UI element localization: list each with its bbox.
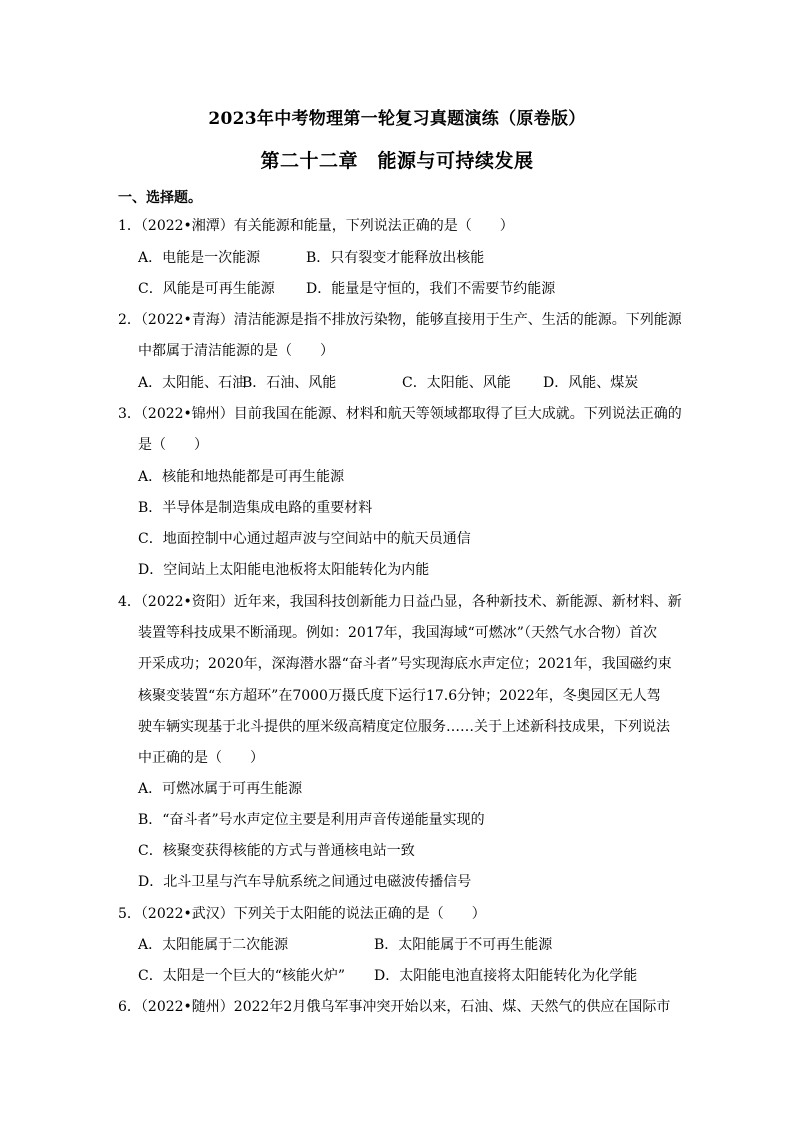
question-4-stem-cont-3: 核聚变装置“东方超环”在7000万摄氏度下运行17.6分钟；2022年，冬奥园区无人驾 (138, 688, 661, 704)
question-4-option-d: D．北斗卫星与汽车导航系统之间通过电磁波传播信号 (138, 874, 472, 890)
question-1-stem: 1．（2022•湘潭）有关能源和能量，下列说法正确的是（ ） (118, 218, 514, 234)
question-4-stem-cont-4: 驶车辆实现基于北斗提供的厘米级高精度定位服务……关于上述新科技成果，下列说法 (138, 719, 670, 735)
question-5-option-b: B．太阳能属于不可再生能源 (374, 937, 553, 953)
question-5-option-d: D．太阳能电池直接将太阳能转化为化学能 (374, 968, 638, 984)
question-2-option-c: C．太阳能、风能 (402, 375, 511, 391)
question-5-option-a: A．太阳能属于二次能源 (138, 937, 289, 953)
question-5-option-c: C．太阳是一个巨大的“核能火炉” (138, 968, 346, 984)
question-1-option-b: B．只有裂变才能释放出核能 (306, 250, 485, 266)
question-4-stem-cont-1: 装置等科技成果不断涌现。例如：2017年，我国海域“可燃冰”（天然气水合物）首次 (138, 625, 657, 641)
question-3-option-b: B．半导体是制造集成电路的重要材料 (138, 500, 373, 516)
question-3-stem-cont: 是（ ） (138, 437, 208, 453)
question-3-option-c: C．地面控制中心通过超声波与空间站中的航天员通信 (138, 531, 471, 547)
question-3-stem: 3．（2022•锦州）目前我国在能源、材料和航天等领域都取得了巨大成就。下列说法正确的 (118, 406, 682, 422)
question-1-option-a: A．电能是一次能源 (138, 250, 261, 266)
question-6-stem: 6．（2022•随州）2022年2月俄乌军事冲突开始以来，石油、煤、天然气的供应在国际市 (118, 999, 671, 1015)
question-2-stem-cont: 中都属于清洁能源的是（ ） (138, 343, 334, 359)
question-2-stem: 2．（2022•青海）清洁能源是指不排放污染物，能够直接用于生产、生活的能源。下列能源 (118, 312, 682, 328)
question-2-option-a: A．太阳能、石油 (138, 375, 247, 391)
question-2-option-b: B．石油、风能 (242, 375, 337, 391)
question-1-option-d: D．能量是守恒的，我们不需要节约能源 (306, 281, 556, 297)
question-4-option-b: B．“奋斗者”号水声定位主要是利用声音传递能量实现的 (138, 812, 485, 828)
question-4-stem-cont-5: 中正确的是（ ） (138, 750, 264, 766)
question-4-option-a: A．可燃冰属于可再生能源 (138, 781, 303, 797)
question-2-option-d: D．风能、煤炭 (543, 375, 639, 391)
question-3-option-a: A．核能和地热能都是可再生能源 (138, 469, 345, 485)
question-1-option-c: C．风能是可再生能源 (138, 281, 275, 297)
question-4-stem: 4．（2022•资阳）近年来，我国科技创新能力日益凸显，各种新技术、新能源、新材料、新 (118, 594, 682, 610)
document-title: 2023年中考物理第一轮复习真题演练（原卷版） (208, 109, 586, 129)
question-5-stem: 5．（2022•武汉）下列关于太阳能的说法正确的是（ ） (118, 906, 486, 922)
question-4-stem-cont-2: 开采成功；2020年，深海潜水器“奋斗者”号实现海底水声定位；2021年，我国磁约束 (138, 656, 672, 672)
chapter-title: 第二十二章 能源与可持续发展 (260, 150, 534, 172)
question-3-option-d: D．空间站上太阳能电池板将太阳能转化为内能 (138, 562, 430, 578)
question-4-option-c: C．核聚变获得核能的方式与普通核电站一致 (138, 843, 415, 859)
section-heading: 一、选择题。 (118, 190, 202, 206)
